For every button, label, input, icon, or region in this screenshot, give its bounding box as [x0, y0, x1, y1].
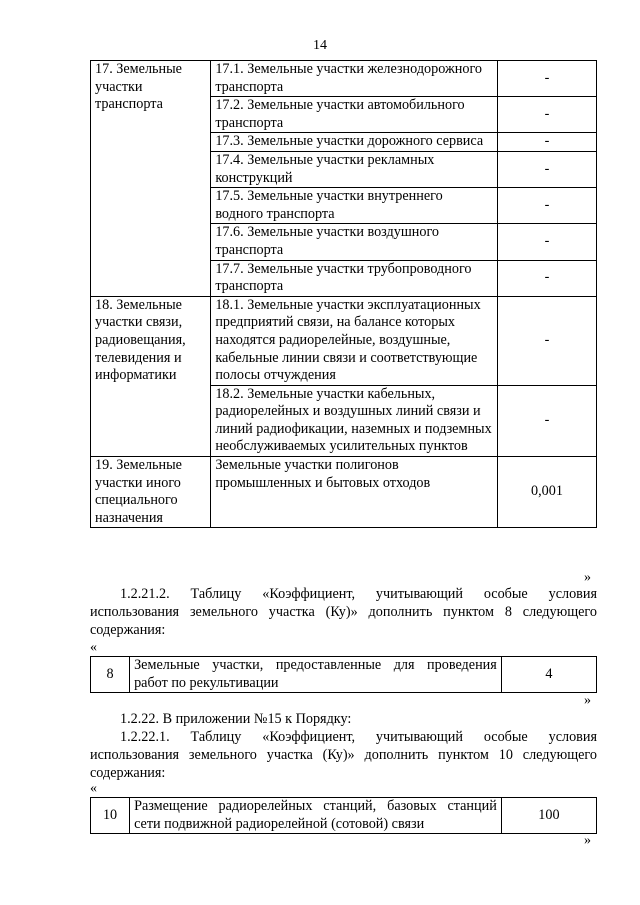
- table-row: [91, 296, 597, 385]
- coefficient-table-8: [90, 656, 597, 693]
- table-row: [91, 61, 597, 97]
- coefficient-value-cell: 0,001: [497, 457, 596, 528]
- description-line: сети подвижной радиорелейной (сотовой) связи: [134, 815, 425, 832]
- table-row: [91, 657, 597, 693]
- description-line: Земельные участки, предоставленные для проведения: [134, 657, 497, 673]
- coefficient-value-cell: -: [497, 61, 596, 97]
- subcategory-cell: 17.2. Земельные участки автомобильного транспорта: [211, 97, 498, 133]
- coefficient-value-cell: -: [497, 385, 596, 456]
- paragraph-line: 1.2.22. В приложении №15 к Порядку:: [120, 711, 352, 727]
- coefficient-value-cell: -: [497, 224, 596, 260]
- subcategory-cell: 17.1. Земельные участки железнодорожного транспорта: [211, 61, 498, 97]
- page-number: 14: [313, 38, 327, 53]
- paragraph-line: содержания:: [90, 622, 166, 638]
- subcategory-cell: 17.7. Земельные участки трубопроводного транспорта: [211, 260, 498, 296]
- subcategory-cell: 17.3. Земельные участки дорожного сервиса: [211, 133, 498, 152]
- paragraph-line: 1.2.21.2. Таблицу «Коэффициент, учитывающий особые условия: [120, 586, 597, 602]
- coefficient-value-cell: -: [497, 151, 596, 187]
- subcategory-cell: 17.5. Земельные участки внутреннего водного транспорта: [211, 188, 498, 224]
- coefficient-value-cell: -: [497, 296, 596, 385]
- description-line: Размещение радиорелейных станций, базовых станций: [134, 798, 497, 814]
- coefficient-value-cell: -: [497, 97, 596, 133]
- paragraph-line: 1.2.22.1. Таблицу «Коэффициент, учитывающий особые условия: [120, 729, 597, 745]
- item-description: [130, 798, 502, 834]
- paragraph-line: использования земельного участка (Ку)» дополнить пунктом 10 следующего: [90, 747, 597, 763]
- category-cell: 19. Земельные участки иного специального назначения: [91, 457, 211, 528]
- coefficient-value-cell: -: [497, 188, 596, 224]
- subcategory-cell: Земельные участки полигонов промышленных и бытовых отходов: [211, 457, 498, 528]
- item-number: 10: [91, 798, 130, 834]
- item-description: [130, 657, 502, 693]
- closing-quote: »: [584, 570, 591, 585]
- table-row: [91, 457, 597, 528]
- category-cell: 18. Земельные участки связи, радиовещания, телевидения и информатики: [91, 296, 211, 456]
- subcategory-cell: 17.4. Земельные участки рекламных конструкций: [211, 151, 498, 187]
- opening-quote: «: [90, 781, 97, 796]
- item-value: 4: [501, 657, 596, 693]
- paragraph-line: использования земельного участка (Ку)» дополнить пунктом 8 следующего: [90, 604, 597, 620]
- item-value: 100: [501, 798, 596, 834]
- subcategory-cell: 18.2. Земельные участки кабельных, радиорелейных и воздушных линий связи и линий радиофикации, наземных и подземных необслуживаемых усилительных пунктов: [211, 385, 498, 456]
- category-cell: 17. Земельные участки транспорта: [91, 61, 211, 297]
- description-line: работ по рекультивации: [134, 674, 279, 691]
- item-number: 8: [91, 657, 130, 693]
- land-category-table: [90, 60, 597, 528]
- closing-quote: »: [584, 833, 591, 848]
- closing-quote: »: [584, 693, 591, 708]
- subcategory-cell: 18.1. Земельные участки эксплуатационных предприятий связи, на балансе которых находятся радиорелейные, воздушные, кабельные линии связи и соответствующие полосы отчуждения: [211, 296, 498, 385]
- coefficient-value-cell: -: [497, 133, 596, 152]
- subcategory-cell: 17.6. Земельные участки воздушного транспорта: [211, 224, 498, 260]
- paragraph-line: содержания:: [90, 765, 166, 781]
- opening-quote: «: [90, 640, 97, 655]
- coefficient-table-10: [90, 797, 597, 834]
- coefficient-value-cell: -: [497, 260, 596, 296]
- table-row: [91, 798, 597, 834]
